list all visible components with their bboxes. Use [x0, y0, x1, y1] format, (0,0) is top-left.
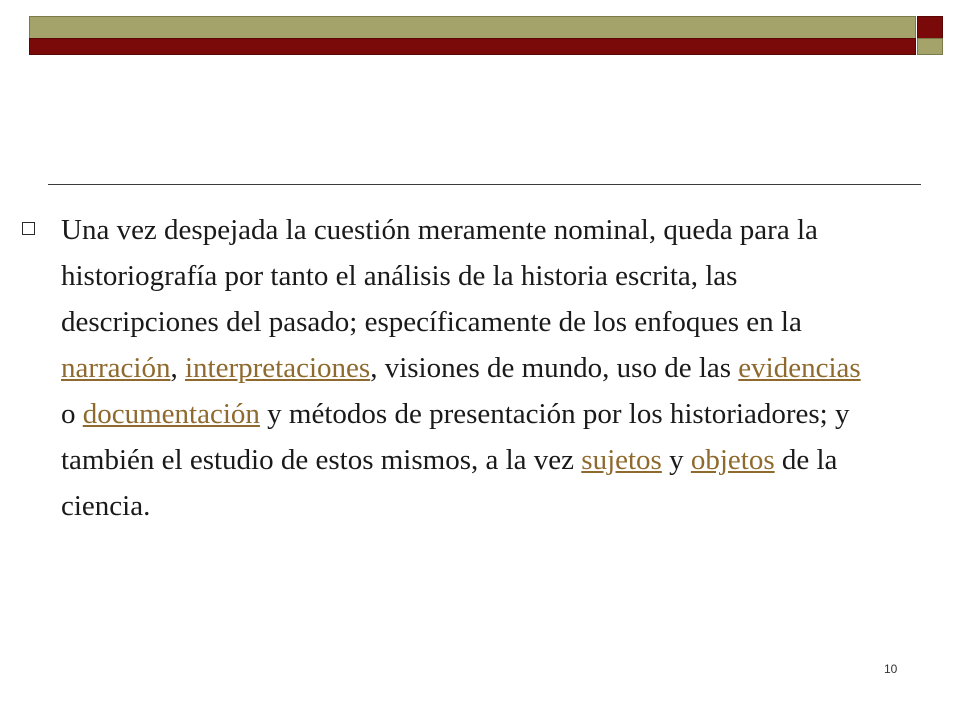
- slide-paragraph: [61, 207, 861, 529]
- paragraph-text: ,: [170, 352, 185, 384]
- link-sujetos[interactable]: sujetos: [581, 444, 662, 476]
- paragraph-text: o: [61, 398, 83, 430]
- paragraph-text: de la ciencia.: [61, 444, 838, 522]
- link-narracion[interactable]: narración: [61, 352, 171, 384]
- paragraph-text: Una vez despejada la cuestión meramente nominal, queda para la historiografía por tanto el análisis de la historia escrita, las descripciones del pasado; específicamente de los enfoques en la: [61, 214, 818, 338]
- header-corner-maroon: [917, 16, 943, 40]
- header-bar-olive: [29, 16, 916, 40]
- link-evidencias[interactable]: evidencias: [738, 352, 861, 384]
- link-documentacion[interactable]: documentación: [82, 398, 260, 430]
- paragraph-text: y métodos de presentación por los historiadores; y también el estudio de estos mismos, a la vez: [61, 398, 850, 476]
- link-objetos[interactable]: objetos: [690, 444, 775, 476]
- title-divider: [48, 184, 921, 185]
- square-bullet-icon: [22, 222, 35, 235]
- paragraph-text: y: [661, 444, 691, 476]
- paragraph-text: , visiones de mundo, uso de las: [370, 352, 739, 384]
- page-number: 10: [884, 662, 898, 676]
- header-corner-olive: [917, 38, 943, 55]
- header-bar-maroon: [29, 38, 916, 55]
- link-interpretaciones[interactable]: interpretaciones: [185, 352, 371, 384]
